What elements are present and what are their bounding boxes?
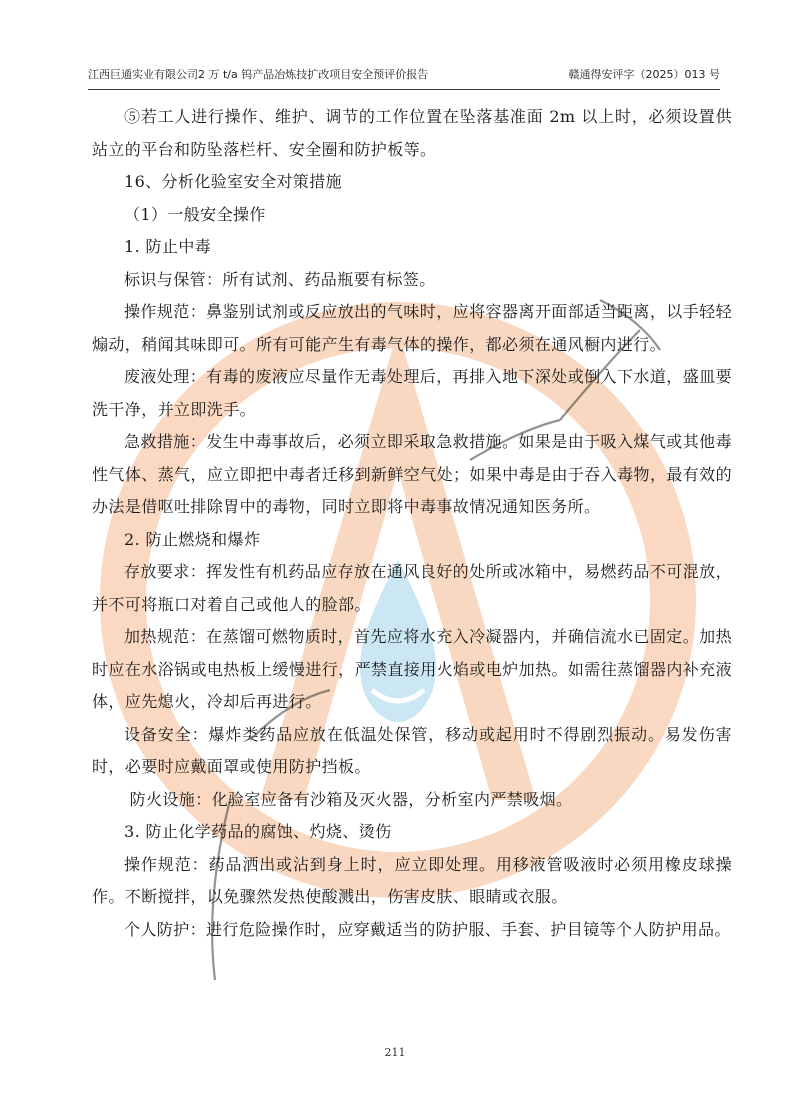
paragraph-storage: 存放要求：挥发性有机药品应存放在通风良好的处所或冰箱中，易燃药品不可混放，并不可将瓶口对着自己或他人的脸部。 [92, 562, 732, 614]
paragraph-spill-handling: 操作规范：药品洒出或沾到身上时，应立即处理。用移液管吸液时必须用橡皮球操作。不断搅拌，以免骤然发热使酸溅出，伤害皮肤、眼睛或衣服。 [92, 854, 732, 906]
section-heading-lab-safety: 16、分析化验室安全对策措施 [124, 172, 342, 191]
header-document-number: 赣通得安评字（2025）013 号 [568, 68, 720, 81]
paragraph-labeling: 标识与保管：所有试剂、药品瓶要有标签。 [124, 269, 436, 289]
paragraph-first-aid: 急救措施：发生中毒事故后，必须立即采取急救措施。如果是由于吸入煤气或其他毒性气体、蒸气，应立即把中毒者迁移到新鲜空气处；如果中毒是由于吞入毒物，最有效的办法是借呕吐排除胃中的毒物，同时立即将中毒事故情况通知医务所。 [92, 432, 732, 516]
page-number: 211 [384, 1046, 406, 1059]
item-heading-poisoning: 1. 防止中毒 [124, 237, 212, 256]
item-heading-corrosion-burns: 3. 防止化学药品的腐蚀、灼烧、烫伤 [124, 822, 392, 841]
paragraph-equipment-safety: 设备安全：爆炸类药品应放在低温处保管，移动或起用时不得剧烈振动。易发伤害时，必要时应戴面罩或使用防护挡板。 [92, 724, 732, 776]
paragraph-operation-rules: 操作规范：鼻鉴别试剂或反应放出的气味时，应将容器离开面部适当距离，以手轻轻煽动，稍闻其味即可。所有可能产生有毒气体的操作，都必须在通风橱内进行。 [92, 302, 732, 354]
document-body [92, 101, 732, 946]
paragraph-heating: 加热规范：在蒸馏可燃物质时，首先应将水充入冷凝器内，并确信流水已固定。加热时应在水浴锅或电热板上缓慢进行，严禁直接用火焰或电炉加热。如需往蒸馏器内补充液体，应先熄火，冷却后再进行。 [92, 627, 732, 711]
paragraph-waste-liquid: 废液处理：有毒的废液应尽量作无毒处理后，再排入地下深处或倒入下水道，盛皿要洗干净，并立即洗手。 [92, 367, 732, 419]
paragraph-fire-facilities: 防火设施：化验室应备有沙箱及灭火器，分析室内严禁吸烟。 [129, 789, 573, 809]
paragraph-fall-protection: ⑤若工人进行操作、维护、调节的工作位置在坠落基准面 2m 以上时，必须设置供站立的平台和防坠落栏杆、安全圈和防护板等。 [92, 107, 732, 159]
item-heading-fire-explosion: 2. 防止燃烧和爆炸 [124, 529, 261, 549]
header-divider [88, 89, 720, 90]
paragraph-personal-protection: 个人防护：进行危险操作时，应穿戴适当的防护服、手套、护目镜等个人防护用品。 [124, 919, 731, 939]
header-report-title: 江西巨通实业有限公司2 万 t/a 钨产品冶炼技扩改项目安全预评价报告 [88, 68, 429, 81]
subsection-heading-general: （1）一般安全操作 [124, 204, 266, 224]
